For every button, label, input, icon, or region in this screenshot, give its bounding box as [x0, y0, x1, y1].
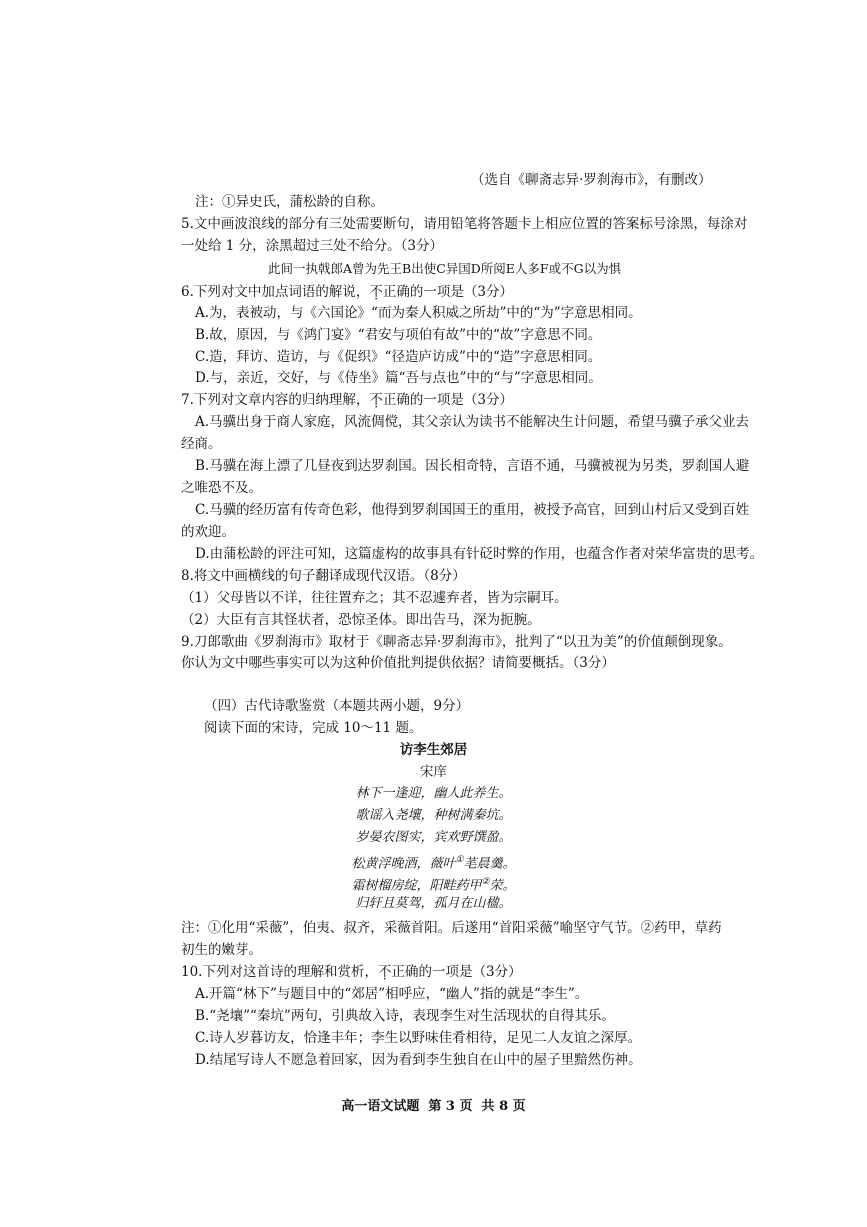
q10-stem: 10.下列对这首诗的理解和赏析，不正确的一项是（3分） — [181, 964, 522, 980]
section4-instruction: 阅读下面的宋诗，完成 10～11 题。 — [204, 720, 423, 736]
poem-line-3: 岁晏农图实，宾欢野馔盈。 — [355, 830, 512, 845]
q6-option-d: D.与，亲近，交好，与《侍坐》篇“吾与点也”中的“与”字意思相同。 — [195, 370, 602, 386]
q7-option-a-line2: 经商。 — [181, 436, 222, 452]
q10-option-c: C.诗人岁暮访友，恰逢丰年；李生以野味佳肴相待，足见二人友谊之深厚。 — [195, 1030, 642, 1046]
q7-option-b-line2: 之唯恐不及。 — [181, 480, 262, 496]
q7-option-a-line1: A.马骥出身于商人家庭，风流倜傥，其父亲认为读书不能解决生计问题，希望马骥子承父业去 — [195, 414, 750, 430]
emphasis-dot: 不 — [369, 392, 383, 408]
q7-option-b-line1: B.马骥在海上漂了几昼夜到达罗刹国。因长相奇特，言语不通，马骥被视为另类，罗刹国人避 — [195, 458, 750, 474]
q7-option-c-line2: 的欢迎。 — [181, 524, 235, 540]
emphasis-dot: 不 — [369, 284, 383, 300]
q5-options: 此间一执戟郎A曾为先王B出使C异国D所阅E人多F或不G以为惧 — [268, 261, 622, 276]
q6-stem: 6.下列对文中加点词语的解说，不正确的一项是（3分） — [181, 284, 513, 300]
poem-note-line1: 注：①化用“采薇”，伯夷、叔齐，采薇首阳。后遂用“首阳采薇”喻坚守气节。②药甲，草药 — [181, 920, 722, 936]
poem-line-4: 松黄浮晚酒，薇叶①芼晨羹。 — [351, 855, 516, 872]
q9-line2: 你认为文中哪些事实可以为这种价值批判提供依据？请简要概括。（3分） — [181, 655, 615, 671]
q9-line1: 9.刀郎歌曲《罗刹海市》取材于《聊斋志异·罗刹海市》，批判了“以丑为美”的价值颠倒现象。 — [181, 634, 732, 650]
q7-stem: 7.下列对文章内容的归纳理解，不正确的一项是（3分） — [181, 392, 513, 408]
footnote-marker: ② — [481, 877, 490, 887]
q7-option-c-line1: C.马骥的经历富有传奇色彩，他得到罗刹国国王的重用，被授予高官，回到山村后又受到百姓 — [195, 502, 750, 518]
q7-option-d: D.由蒲松龄的评注可知，这篇虚构的故事具有针砭时弊的作用，也蕴含作者对荣华富贵的思考。 — [195, 546, 764, 562]
q6-option-b: B.故，原因，与《鸿门宴》“君安与项伯有故”中的“故”字意思不同。 — [195, 327, 602, 343]
poem-line-2: 歌谣入尧壤，种树满秦坑。 — [355, 808, 512, 823]
q6-option-a: A.为，表被动，与《六国论》“而为秦人积威之所劫”中的“为”字意思相同。 — [195, 305, 642, 321]
source-citation: （选自《聊斋志异·罗刹海市》，有删改） — [471, 172, 712, 188]
page-footer: 高一语文试题 第 3 页 共 8 页 — [341, 1099, 526, 1114]
q8-stem: 8.将文中画横线的句子翻译成现代汉语。（8分） — [181, 568, 466, 584]
emphasis-dot: 不 — [377, 964, 392, 980]
q10-option-a: A.开篇“林下”与题目中的“郊居”相呼应，“幽人”指的就是“李生”。 — [195, 986, 589, 1002]
section4-heading: （四）古代诗歌鉴赏（本题共两小题，9分） — [204, 698, 470, 714]
poem-line-5: 霜树榴房绽，阳畦药甲②荣。 — [351, 877, 516, 894]
q6-option-c: C.造，拜访、造访，与《促织》“径造庐访成”中的“造”字意思相同。 — [195, 349, 602, 365]
footnote-marker: ① — [455, 855, 464, 865]
poem-author: 宋庠 — [420, 764, 447, 780]
poem-line-1: 林下一逢迎，幽人此养生。 — [355, 786, 512, 801]
q10-option-b: B.“尧壤”“秦坑”两句，引典故入诗，表现李生对生活现状的自得其乐。 — [195, 1008, 615, 1024]
poem-note-line2: 初生的嫩芽。 — [181, 942, 262, 958]
q8-sentence-1: （1）父母皆以不详，往往置弃之；其不忍遽弃者，皆为宗嗣耳。 — [181, 590, 568, 606]
q10-option-d: D.结尾写诗人不愿急着回家，因为看到李生独自在山中的屋子里黯然伤神。 — [195, 1052, 642, 1068]
note-top: 注：①异史氏，蒲松龄的自称。 — [195, 194, 384, 210]
q5-line1: 5.文中画波浪线的部分有三处需要断句，请用铅笔将答题卡上相应位置的答案标号涂黑，每涂对 — [181, 216, 748, 232]
q8-sentence-2: （2）大臣有言其怪状者，恐惊圣体。即出告马，深为扼腕。 — [181, 612, 541, 628]
poem-title: 访李生郊居 — [399, 742, 468, 758]
poem-line-6: 归轩且莫驾，孤月在山楹。 — [355, 896, 512, 911]
q5-line2: 一处给 1 分，涂黑超过三处不给分。（3分） — [181, 238, 444, 254]
